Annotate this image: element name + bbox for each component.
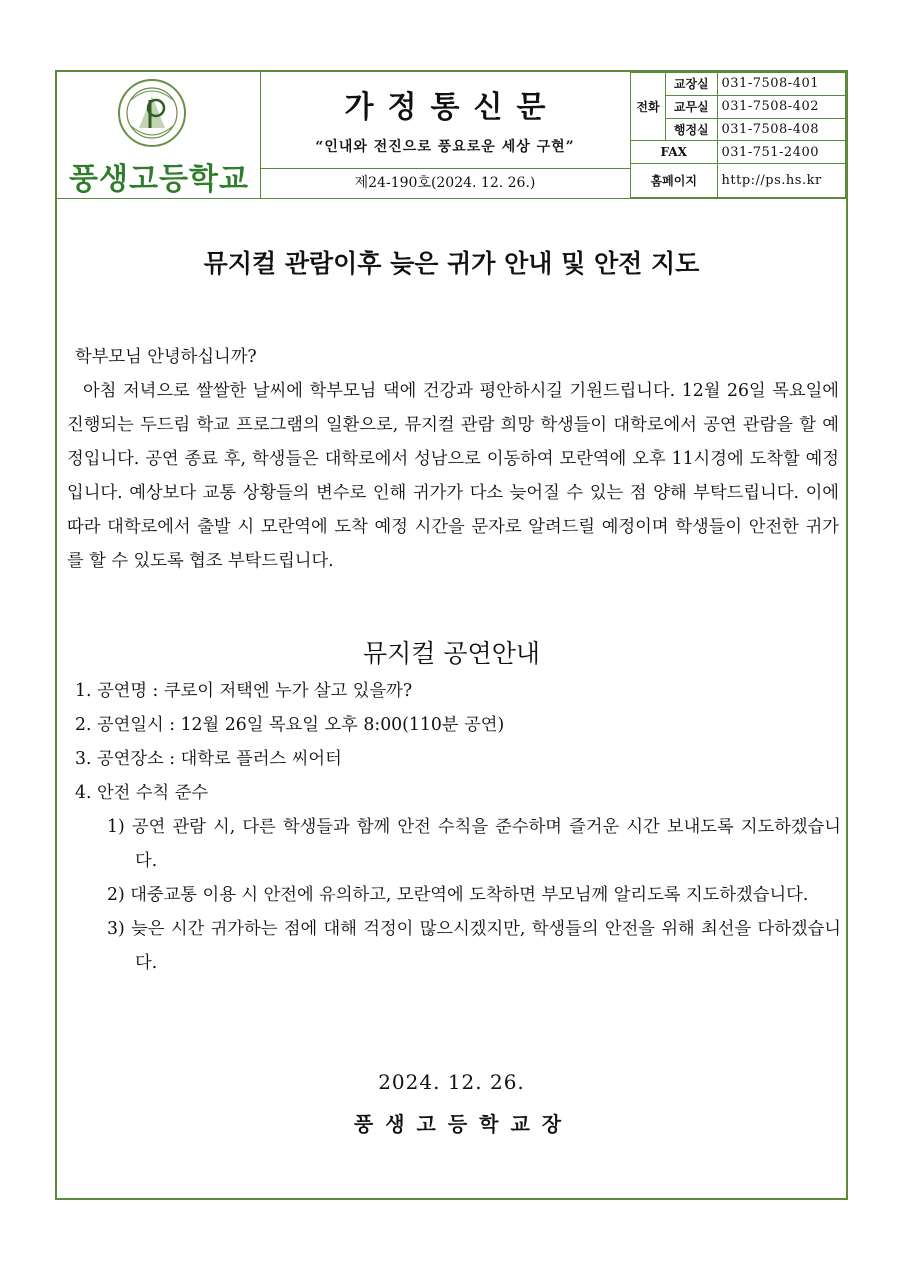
section-title: 뮤지컬 공연안내 bbox=[363, 639, 540, 668]
body-paragraph: 아침 저녁으로 쌀쌀한 날씨에 학부모님 댁에 건강과 평안하시길 기원드립니다. 12월 26일 목요일에 진행되는 두드림 학교 프로그램의 일환으로, 뮤지컬 관람 희망 학생들이 대학로에서 공연 관람을 할 예정입니다. 공연 종료 후, 학생들은 대학로에서 성남으로 이동하여 모란역에 오후 11시경에 도착할 예정입니다. 예상보다 교통 상황들의 변수로 인해 귀가가 다소 늦어질 수 있는 점 양해 부탁드립니다. 이에 따라 대학로에서 출발 시 모란역에 도착 예정 시간을 문자로 알려드릴 예정이며 학생들이 안전한 귀가를 할 수 있도록 협조 부탁드립니다. bbox=[67, 381, 839, 571]
safety-rule-item: 1) 공연 관람 시, 다른 학생들과 함께 안전 수칙을 준수하며 즐거운 시간 보내도록 지도하겠습니다. bbox=[107, 817, 841, 871]
contact-value: 031-7508-402 bbox=[717, 95, 845, 118]
document-title: 가정통신문 bbox=[344, 90, 560, 125]
list-item: 1. 공연명 : 쿠로이 저택엔 누가 살고 있을까? bbox=[75, 681, 413, 701]
safety-rule-item: 2) 대중교통 이용 시 안전에 유의하고, 모란역에 도착하면 부모님께 알리도록 지도하겠습니다. bbox=[107, 885, 809, 905]
issue-number: 제24-190호(2024. 12. 26.) bbox=[260, 168, 631, 198]
title-area bbox=[260, 72, 631, 169]
contact-value: 031-7508-408 bbox=[717, 118, 845, 141]
contact-value: 031-7508-401 bbox=[717, 73, 845, 96]
school-logo-area bbox=[57, 72, 261, 198]
greeting: 학부모님 안녕하십니까? bbox=[75, 347, 257, 367]
fax-label: FAX bbox=[631, 141, 718, 164]
phone-label: 전화 bbox=[631, 73, 666, 141]
document-frame bbox=[55, 70, 848, 1200]
contact-label: 교장실 bbox=[666, 73, 718, 96]
homepage-link[interactable]: http://ps.hs.kr bbox=[717, 164, 845, 198]
letterhead bbox=[57, 72, 846, 199]
school-seal-icon bbox=[117, 78, 187, 148]
list-item: 2. 공연일시 : 12월 26일 목요일 오후 8:00(110분 공연) bbox=[75, 715, 505, 735]
list-item: 4. 안전 수칙 준수 bbox=[75, 783, 209, 803]
fax-value: 031-751-2400 bbox=[717, 141, 845, 164]
school-motto: “인내와 전진으로 풍요로운 세상 구현” bbox=[315, 139, 575, 155]
contact-label: 행정실 bbox=[666, 118, 718, 141]
contact-table bbox=[630, 72, 846, 198]
list-item: 3. 공연장소 : 대학로 플러스 씨어터 bbox=[75, 749, 342, 769]
homepage-label: 홈페이지 bbox=[631, 164, 718, 198]
issue-date: 2024. 12. 26. bbox=[378, 1070, 525, 1094]
notice-body bbox=[67, 340, 839, 578]
performance-info-list bbox=[75, 674, 841, 980]
notice-headline: 뮤지컬 관람이후 늦은 귀가 안내 및 안전 지도 bbox=[203, 249, 700, 278]
principal-signature: 풍생고등학교장 bbox=[353, 1112, 574, 1136]
contact-label: 교무실 bbox=[666, 95, 718, 118]
safety-rule-item: 3) 늦은 시간 귀가하는 점에 대해 걱정이 많으시겠지만, 학생들의 안전을 위해 최선을 다하겠습니다. bbox=[107, 919, 841, 973]
school-logo-text: 풍생고등학교 bbox=[69, 162, 249, 197]
